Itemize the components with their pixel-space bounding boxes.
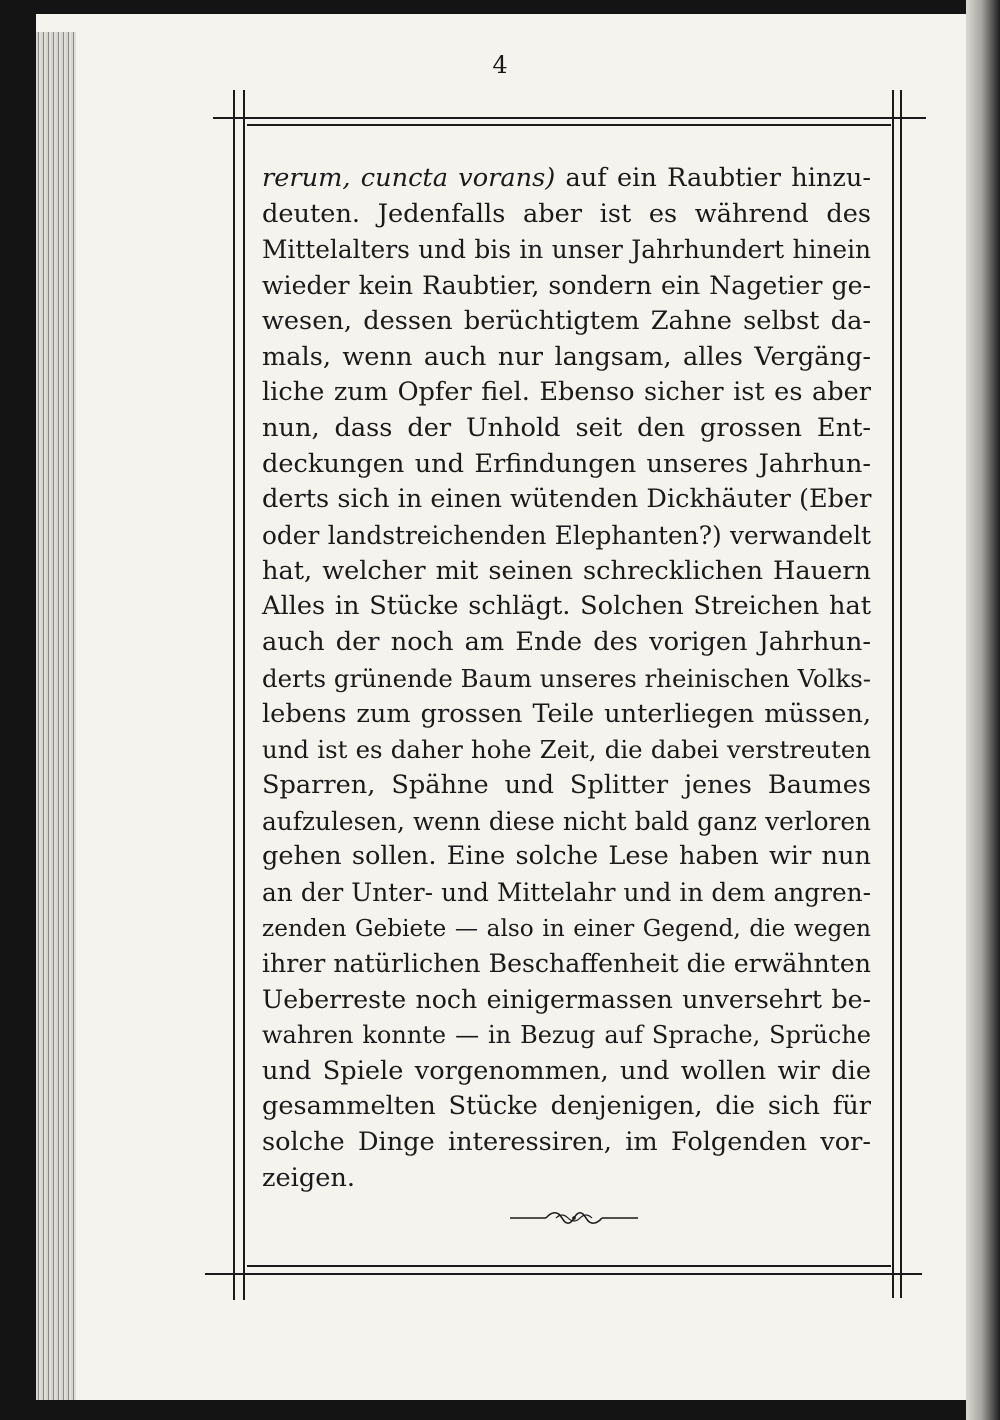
text-line xyxy=(262,839,871,875)
bottom-rule-outer xyxy=(205,1273,922,1275)
text-line xyxy=(262,340,871,376)
text-line-content: derts sich in einen wütenden Dickhäuter (Eber xyxy=(262,484,872,515)
text-line xyxy=(262,982,871,1018)
text-line xyxy=(262,768,871,804)
text-line-content: zenden Gebiete — also in einer Gegend, die wegen xyxy=(262,914,871,942)
text-line xyxy=(262,161,871,197)
text-line xyxy=(262,232,871,268)
text-line-content: gehen sollen. Eine solche Lese haben wir nun xyxy=(262,841,871,872)
text-line xyxy=(262,804,871,840)
text-line xyxy=(262,268,871,304)
text-line-content: liche zum Opfer fiel. Ebenso sicher ist es aber xyxy=(262,377,871,408)
text-line xyxy=(262,375,871,411)
right-rule-inner xyxy=(892,90,894,1298)
text-line-content: und ist es daher hohe Zeit, die dabei verstreuten xyxy=(262,735,871,765)
text-line xyxy=(262,304,871,340)
text-line xyxy=(262,875,871,911)
text-line xyxy=(262,1018,871,1054)
text-line xyxy=(262,197,871,233)
text-line-content: wahren konnte — in Bezug auf Sprache, Sprüche xyxy=(262,1020,871,1049)
text-line-content: gesammelten Stücke denjenigen, die sich für xyxy=(262,1091,871,1122)
text-line xyxy=(262,1125,871,1161)
text-line-content: und Spiele vorgenommen, und wollen wir die xyxy=(262,1055,871,1086)
text-line-content: nun, dass der Unhold seit den grossen Ent- xyxy=(262,412,871,443)
binding-shadow xyxy=(966,0,1000,1420)
text-line-content: lebens zum grossen Teile unterliegen müssen, xyxy=(262,698,871,729)
bottom-rule-inner xyxy=(247,1265,891,1267)
text-line xyxy=(262,447,871,483)
text-line-content: auf ein Raubtier hinzu- xyxy=(555,163,871,193)
text-line-content: hat, welcher mit seinen schrecklichen Hauern xyxy=(262,555,871,586)
top-rule-inner xyxy=(247,124,891,126)
text-line-content: deckungen und Erfindungen unseres Jahrhun- xyxy=(262,448,871,479)
left-rule-outer xyxy=(233,90,235,1300)
text-line-content: Alles in Stücke schlägt. Solchen Streichen hat xyxy=(262,591,871,622)
text-line xyxy=(262,661,871,697)
text-line xyxy=(262,589,871,625)
text-line-content: Mittelalters und bis in unser Jahrhundert hinein xyxy=(262,235,871,265)
left-rule-inner xyxy=(243,90,245,1300)
text-line-content: deuten. Jedenfalls aber ist es während des xyxy=(262,198,871,229)
text-line xyxy=(262,1161,871,1197)
text-line-content: mals, wenn auch nur langsam, alles Vergäng- xyxy=(262,341,871,372)
text-line-content: auch der noch am Ende des vorigen Jahrhun- xyxy=(262,627,871,658)
text-line xyxy=(262,1089,871,1125)
text-line-italic: rerum, cuncta vorans) xyxy=(262,163,556,193)
page-number: 4 xyxy=(492,51,508,79)
body-text xyxy=(262,161,871,1196)
text-line xyxy=(262,554,871,590)
text-line xyxy=(262,946,871,982)
text-line-content: zeigen. xyxy=(262,1162,355,1193)
text-line-content: derts grünende Baum unseres rheinischen Volks- xyxy=(262,663,871,693)
text-line xyxy=(262,911,871,947)
top-rule-outer xyxy=(213,117,926,119)
right-rule-outer xyxy=(900,90,902,1298)
text-line xyxy=(262,1054,871,1090)
text-line-content: ihrer natürlichen Beschaffenheit die erwähnten xyxy=(262,949,871,979)
text-line xyxy=(262,518,871,554)
text-line-content: Ueberreste noch einigermassen unversehrt be- xyxy=(262,985,871,1015)
text-line xyxy=(262,625,871,661)
text-line-content: Sparren, Spähne und Splitter jenes Baumes xyxy=(262,769,871,800)
text-line-content: oder landstreichenden Elephanten?) verwandelt xyxy=(262,521,871,551)
text-line xyxy=(262,732,871,768)
tailpiece-ornament-icon xyxy=(510,1205,638,1231)
page-edges xyxy=(36,32,76,1400)
text-line-content: solche Dinge interessiren, im Folgenden vor- xyxy=(262,1126,871,1157)
text-line xyxy=(262,482,871,518)
text-line-content: wieder kein Raubtier, sondern ein Nagetier ge- xyxy=(262,271,871,301)
text-line-content: an der Unter- und Mittelahr und in dem angren- xyxy=(262,878,871,908)
text-line-content: wesen, dessen berüchtigtem Zahne selbst da- xyxy=(262,305,871,336)
text-line xyxy=(262,411,871,447)
text-line-content: aufzulesen, wenn diese nicht bald ganz verloren xyxy=(262,806,871,836)
text-line xyxy=(262,697,871,733)
